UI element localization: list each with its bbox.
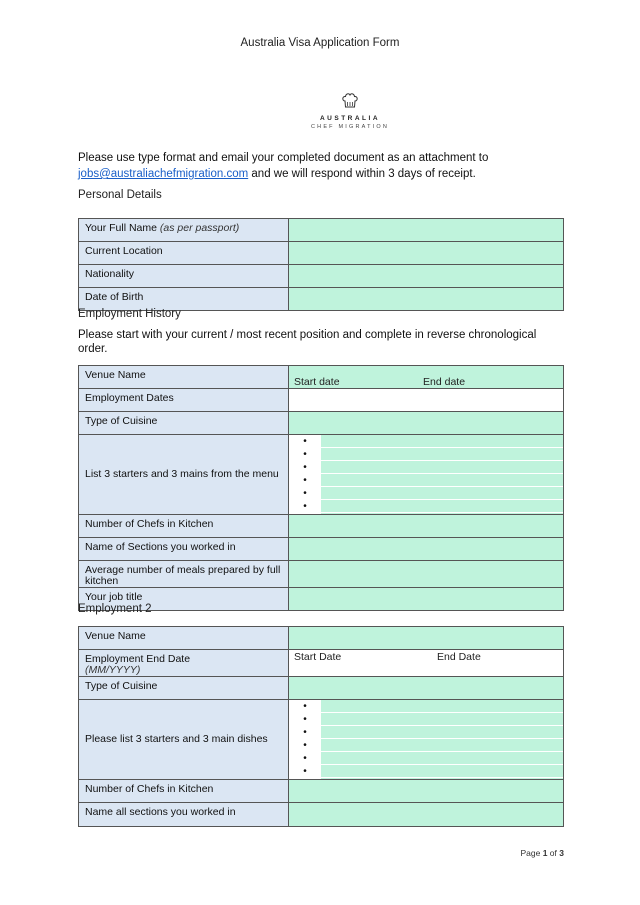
chefs-count-label: Number of Chefs in Kitchen [79,780,289,803]
bullet-icon: • [303,740,307,751]
logo-sub-text: CHEF MIGRATION [310,124,390,130]
table-row [79,435,564,515]
table-row [79,780,564,803]
cuisine-type-label: Type of Cuisine [79,677,289,700]
date-format-note: (MM/YYYY) [85,664,141,676]
table-row [79,265,564,288]
menu-item-field[interactable] [321,752,563,765]
page-word: Page [520,848,541,858]
job-title-field[interactable] [289,588,564,611]
table-row [79,515,564,538]
employment-history-heading: Employment History [78,308,181,320]
cuisine-type-field[interactable] [289,677,564,700]
intro-line1: Please use type format and email your completed document as an attachment to [78,152,489,164]
table-row [79,627,564,650]
page-total: 3 [559,848,564,858]
employment-dates-cell: Start date End date [289,389,564,412]
menu-item-field[interactable] [321,474,563,487]
employment-dates-label: Employment Dates [79,389,289,412]
table-row [79,650,564,677]
chefs-count-field[interactable] [289,780,564,803]
menu-items-list [289,700,564,780]
document-title: Australia Visa Application Form [240,37,400,49]
table-row [79,389,564,412]
table-row [79,700,564,780]
venue-name-label: Venue Name [79,627,289,650]
employment-1-table [78,365,564,611]
menu-item-field[interactable] [321,435,563,448]
personal-details-table [78,218,564,311]
employment-2-table [78,626,564,827]
company-logo [300,92,400,130]
bullet-icon: • [303,753,307,764]
menu-item-field[interactable] [321,700,563,713]
sections-field[interactable] [289,803,564,827]
meals-field[interactable] [289,561,564,588]
venue-name-field[interactable] [289,627,564,650]
full-name-label: Your Full Name (as per passport) [79,219,289,242]
page-footer [520,848,564,858]
venue-name-label: Venue Name [79,366,289,389]
bullet-icon: • [303,766,307,777]
date-of-birth-field[interactable] [289,288,564,311]
page-number: 1 [542,848,548,858]
menu-items-list [289,435,564,515]
job-title-label: Your job title [79,588,289,611]
table-row [79,677,564,700]
table-row [79,803,564,827]
meals-label: Average number of meals prepared by full kitchen [79,561,289,588]
table-row [79,561,564,588]
menu-item-field[interactable] [321,448,563,461]
of-word: of [549,848,557,858]
table-row [79,242,564,265]
menu-item-field[interactable] [321,765,563,778]
sections-field[interactable] [289,538,564,561]
bullet-icon: • [303,475,307,486]
menu-item-field[interactable] [321,739,563,752]
bullet-icon: • [303,462,307,473]
bullet-icon: • [303,714,307,725]
menu-items-label: List 3 starters and 3 mains from the menu [79,435,289,515]
table-row [79,538,564,561]
nationality-label: Nationality [79,265,289,288]
cuisine-type-label: Type of Cuisine [79,412,289,435]
chefs-count-label: Number of Chefs in Kitchen [79,515,289,538]
employment-instruction: Please start with your current / most recent position and complete in reverse chronological order. [78,329,537,355]
chefs-count-field[interactable] [289,515,564,538]
bullet-icon: • [303,436,307,447]
menu-item-field[interactable] [321,487,563,500]
bullet-icon: • [303,449,307,460]
menu-item-field[interactable] [321,461,563,474]
bullet-icon: • [303,488,307,499]
bullet-icon: • [303,727,307,738]
bullet-icon: • [303,501,307,512]
employment-2-heading: Employment 2 [78,603,152,615]
nationality-field[interactable] [289,265,564,288]
date-of-birth-label: Date of Birth [79,288,289,311]
menu-item-field[interactable] [321,713,563,726]
bullet-icon: • [303,701,307,712]
intro-paragraph [78,150,558,182]
menu-items-label: Please list 3 starters and 3 main dishes [79,700,289,780]
current-location-field[interactable] [289,242,564,265]
menu-item-field[interactable] [321,726,563,739]
table-row [79,219,564,242]
sections-label: Name all sections you worked in [79,803,289,827]
passport-note: (as per passport) [159,222,240,234]
employment-dates-cell: Start Date End Date [289,650,564,677]
sections-label: Name of Sections you worked in [79,538,289,561]
full-name-field[interactable] [289,219,564,242]
employment-end-date-label: Employment End Date (MM/YYYY) [79,650,289,677]
chef-hat-icon [340,92,360,112]
menu-item-field[interactable] [321,500,563,513]
personal-details-heading: Personal Details [78,189,162,201]
current-location-label: Current Location [79,242,289,265]
logo-main-text: AUSTRALIA [319,115,381,122]
email-link[interactable]: jobs@australiachefmigration.com [78,168,249,180]
table-row [79,412,564,435]
cuisine-type-field[interactable] [289,412,564,435]
intro-line2: and we will respond within 3 days of receipt. [248,168,476,180]
